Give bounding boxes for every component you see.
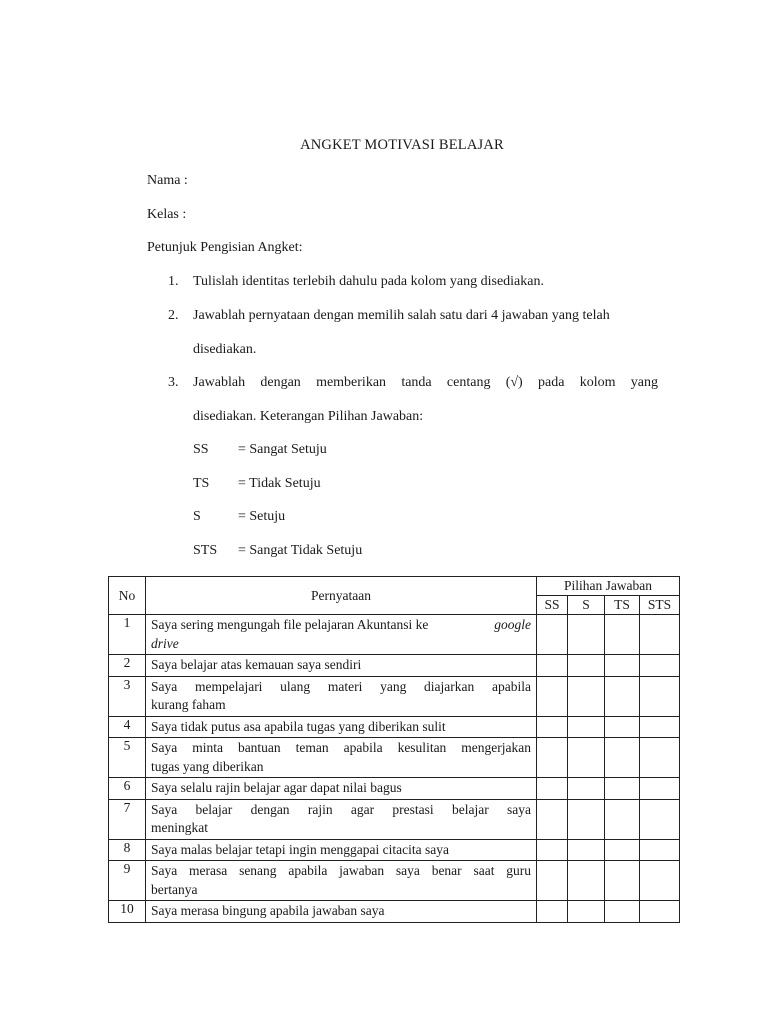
header-option-ts: TS <box>605 596 640 615</box>
row-statement: Saya belajar atas kemauan saya sendiri <box>146 655 537 677</box>
answer-cell-ss[interactable] <box>537 615 568 655</box>
answer-cell-s[interactable] <box>568 676 605 716</box>
word: yang <box>630 375 658 390</box>
row-statement <box>146 861 537 901</box>
answer-cell-s[interactable] <box>568 778 605 800</box>
answer-cell-ts[interactable] <box>605 778 640 800</box>
statement-text: Saya belajar dengan rajin agar prestasi belajar saya <box>151 801 531 817</box>
header-no: No <box>109 577 146 615</box>
answer-cell-ss[interactable] <box>537 839 568 861</box>
word: centang <box>446 375 491 390</box>
answer-cell-ts[interactable] <box>605 901 640 923</box>
instruction-text: Jawablah pernyataan dengan memilih salah satu dari 4 jawaban yang telah <box>193 308 610 323</box>
answer-cell-ss[interactable] <box>537 799 568 839</box>
answer-cell-s[interactable] <box>568 738 605 778</box>
row-number: 10 <box>109 901 146 923</box>
table-row <box>109 738 680 778</box>
row-statement <box>146 799 537 839</box>
answer-cell-ts[interactable] <box>605 716 640 738</box>
row-number: 5 <box>109 738 146 778</box>
statement-text: Saya merasa senang apabila jawaban saya benar saat guru <box>151 863 531 878</box>
row-number: 2 <box>109 655 146 677</box>
table-row <box>109 615 680 655</box>
legend-code: S <box>193 509 201 524</box>
instruction-number: 3. <box>168 375 179 390</box>
row-statement: Saya tidak putus asa apabila tugas yang diberikan sulit <box>146 716 537 738</box>
instruction-text-continued: disediakan. <box>193 342 257 357</box>
table-row <box>109 655 680 677</box>
instruction-number: 1. <box>168 274 179 289</box>
header-statement: Pernyataan <box>146 577 537 615</box>
instruction-text-continued: disediakan. Keterangan Pilihan Jawaban: <box>193 409 424 424</box>
page-title: ANGKET MOTIVASI BELAJAR <box>300 137 504 153</box>
answer-cell-s[interactable] <box>568 655 605 677</box>
answer-cell-sts[interactable] <box>640 778 680 800</box>
answer-cell-ss[interactable] <box>537 655 568 677</box>
table-row <box>109 716 680 738</box>
questionnaire-table <box>108 576 680 923</box>
statement-text: Saya mempelajari ulang materi yang diajarkan apabila <box>151 678 531 694</box>
statement-text-continued: tugas yang diberikan <box>151 758 264 774</box>
row-statement <box>146 615 537 655</box>
instruction-text-justified <box>193 375 658 391</box>
legend-code: STS <box>193 543 218 558</box>
statement-text-continued: bertanya <box>151 881 198 897</box>
table-row <box>109 839 680 861</box>
answer-cell-sts[interactable] <box>640 615 680 655</box>
word: dengan <box>260 375 301 390</box>
class-field-label: Kelas : <box>147 207 187 222</box>
answer-cell-s[interactable] <box>568 799 605 839</box>
checkmark-symbol: (√) <box>505 375 523 390</box>
answer-cell-ss[interactable] <box>537 716 568 738</box>
instruction-text: Tulislah identitas terlebih dahulu pada kolom yang disediakan. <box>193 274 544 289</box>
row-statement <box>146 738 537 778</box>
answer-cell-sts[interactable] <box>640 799 680 839</box>
answer-cell-ts[interactable] <box>605 799 640 839</box>
answer-cell-sts[interactable] <box>640 655 680 677</box>
row-number: 9 <box>109 861 146 901</box>
header-option-sts: STS <box>640 596 680 615</box>
statement-text: Saya sering mengungah file pelajaran Akuntansi ke <box>151 617 429 632</box>
header-option-ss: SS <box>537 596 568 615</box>
row-statement: Saya selalu rajin belajar agar dapat nilai bagus <box>146 778 537 800</box>
row-number: 7 <box>109 799 146 839</box>
table-row <box>109 901 680 923</box>
row-number: 8 <box>109 839 146 861</box>
answer-cell-sts[interactable] <box>640 676 680 716</box>
statement-italic-text: drive <box>151 635 179 651</box>
answer-cell-s[interactable] <box>568 861 605 901</box>
legend-description: = Tidak Setuju <box>238 476 321 491</box>
statement-text: Saya minta bantuan teman apabila kesulitan mengerjakan <box>151 740 531 755</box>
answer-cell-s[interactable] <box>568 716 605 738</box>
instruction-number: 2. <box>168 308 179 323</box>
answer-cell-ts[interactable] <box>605 738 640 778</box>
answer-cell-sts[interactable] <box>640 861 680 901</box>
row-number: 4 <box>109 716 146 738</box>
word: tanda <box>401 375 432 390</box>
table-row <box>109 676 680 716</box>
word: pada <box>537 375 565 390</box>
row-statement <box>146 676 537 716</box>
word: kolom <box>579 375 616 390</box>
answer-cell-sts[interactable] <box>640 839 680 861</box>
row-statement: Saya malas belajar tetapi ingin menggapai citacita saya <box>146 839 537 861</box>
answer-cell-sts[interactable] <box>640 716 680 738</box>
answer-cell-sts[interactable] <box>640 738 680 778</box>
answer-cell-ss[interactable] <box>537 901 568 923</box>
answer-cell-ss[interactable] <box>537 778 568 800</box>
answer-cell-ss[interactable] <box>537 738 568 778</box>
instructions-heading: Petunjuk Pengisian Angket: <box>147 240 303 255</box>
legend-code: SS <box>193 442 209 457</box>
statement-text-continued: meningkat <box>151 820 208 835</box>
answer-cell-s[interactable] <box>568 615 605 655</box>
answer-cell-ts[interactable] <box>605 676 640 716</box>
word: Jawablah <box>193 375 246 390</box>
header-option-s: S <box>568 596 605 615</box>
answer-cell-ts[interactable] <box>605 615 640 655</box>
legend-description: = Sangat Setuju <box>238 442 327 457</box>
header-answer-choices: Pilihan Jawaban <box>537 577 680 596</box>
answer-cell-s[interactable] <box>568 839 605 861</box>
answer-cell-ts[interactable] <box>605 655 640 677</box>
row-number: 3 <box>109 676 146 716</box>
legend-description: = Sangat Tidak Setuju <box>238 543 363 558</box>
answer-cell-ts[interactable] <box>605 861 640 901</box>
word: memberikan <box>316 375 387 390</box>
legend-code: TS <box>193 476 210 491</box>
table-row <box>109 861 680 901</box>
legend-description: = Setuju <box>238 509 286 524</box>
row-number: 6 <box>109 778 146 800</box>
name-field-label: Nama : <box>147 173 188 188</box>
row-statement: Saya merasa bingung apabila jawaban saya <box>146 901 537 923</box>
answer-cell-sts[interactable] <box>640 901 680 923</box>
answer-cell-ss[interactable] <box>537 676 568 716</box>
answer-cell-s[interactable] <box>568 901 605 923</box>
statement-text-continued: kurang faham <box>151 697 226 712</box>
answer-cell-ts[interactable] <box>605 839 640 861</box>
row-number: 1 <box>109 615 146 655</box>
statement-italic-text: google <box>494 617 531 632</box>
answer-cell-ss[interactable] <box>537 861 568 901</box>
table-row <box>109 799 680 839</box>
table-row <box>109 778 680 800</box>
